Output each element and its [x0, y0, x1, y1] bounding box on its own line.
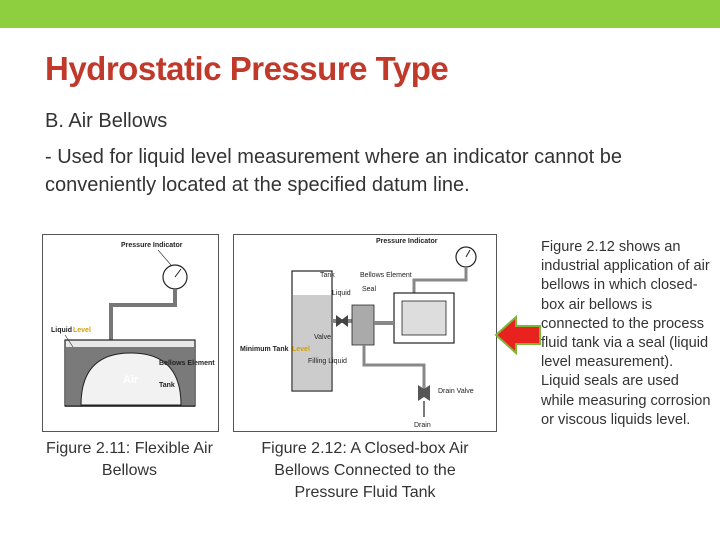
figure2-caption: Figure 2.12: A Closed-box Air Bellows Connected to the Pressure Fluid Tank	[261, 440, 469, 501]
slide-subtitle: B. Air Bellows	[45, 110, 168, 132]
fig1-bellows-element-label: Bellows Element	[159, 360, 215, 367]
figure1-caption: Figure 2.11: Flexible Air Bellows	[46, 440, 213, 479]
top-accent-bar	[0, 0, 720, 28]
slide-description: - Used for liquid level measurement where an indicator cannot be conveniently located at the specified datum line.	[45, 146, 622, 196]
fig2-filling-liquid-label: Filling Liquid	[308, 358, 347, 365]
figure-explanation-text: Figure 2.12 shows an industrial application of air bellows in which closed-box air bellows is connected to the process fluid tank via a seal (liquid level measurement). Liquid seals are used while measuring corrosion or viscous liquids level.	[541, 239, 711, 428]
fig1-pressure-indicator-label: Pressure Indicator	[121, 242, 183, 249]
fig2-pressure-indicator-label: Pressure Indicator	[376, 238, 438, 245]
fig2-drain-valve-label: Drain Valve	[438, 388, 474, 395]
fig1-tank-label: Tank	[159, 382, 175, 389]
fig2-valve-label: Valve	[314, 334, 331, 341]
left-arrow-icon	[494, 314, 542, 356]
fig2-bellows-element-label: Bellows Element	[360, 272, 412, 279]
fig1-liquid-label: Liquid	[51, 327, 72, 334]
closed-box-air-bellows-diagram	[234, 235, 496, 431]
slide-title: Hydrostatic Pressure Type	[45, 50, 449, 87]
fig2-level-label: Level	[292, 346, 310, 353]
figure-flexible-air-bellows	[42, 234, 219, 432]
fig1-air-label: Air	[123, 374, 139, 386]
fig2-minimum-tank-label: Minimum Tank	[240, 346, 289, 353]
figure-closed-box-air-bellows	[233, 234, 497, 432]
fig2-liquid-label: Liquid	[332, 290, 351, 297]
fig2-tank-label: Tank	[320, 272, 335, 279]
fig2-seal-label: Seal	[362, 286, 377, 293]
fig1-level-label: Level	[73, 327, 91, 334]
flexible-air-bellows-diagram	[43, 235, 218, 431]
fig2-drain-label: Drain	[414, 422, 431, 429]
